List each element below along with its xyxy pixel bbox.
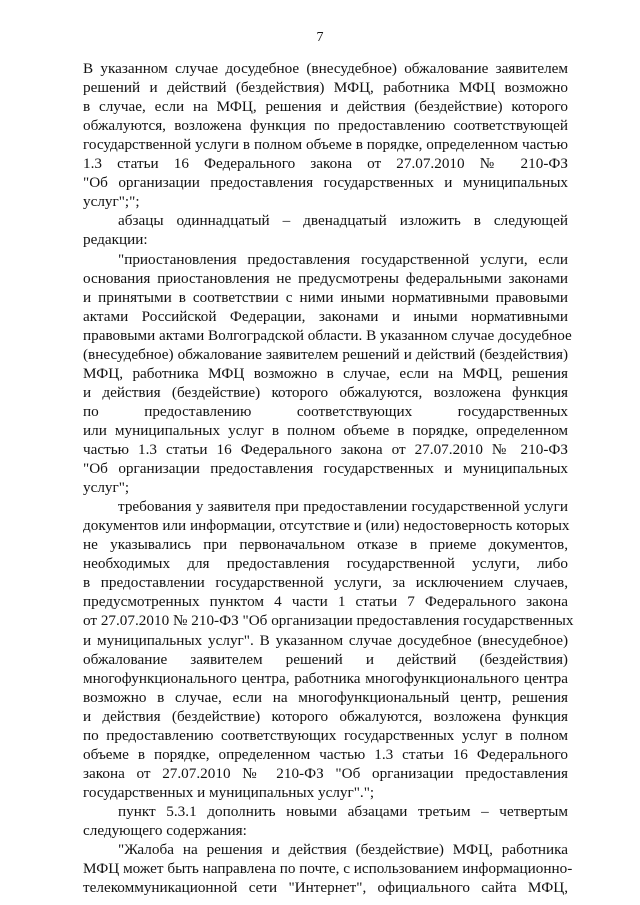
text-line: многофункционального центра, работника многофункционального центра [83,669,568,687]
text-line: в случае, если на МФЦ, решения и действия (бездействие) которого [83,98,568,116]
text-line: 1.3 статьи 16 Федерального закона от 27.07.2010 № 210-ФЗ [83,155,568,173]
text-line: государственных и муниципальных услуг"."; [83,783,375,801]
text-line: обжалование заявителем решений и действий (бездействия) [83,650,568,668]
text-line: услуг"; [83,479,130,497]
paragraph-5 [83,802,568,840]
text-line: объеме в порядке, определенном частью 1.3 статьи 16 Федерального [83,745,568,763]
text-line: документов или информации, отсутствие и (или) недостоверность которых [83,517,570,535]
text-line: закона от 27.07.2010 № 210-ФЗ "Об организации предоставления [83,764,568,782]
text-line: телекоммуникационной сети "Интернет", официального сайта МФЦ, [83,879,568,897]
text-line: в предоставлении государственной услуги, за исключением случаев, [83,574,568,592]
text-line: правовыми актами Волгоградской области. В указанном случае досудебное [83,326,572,344]
text-line: редакции: [83,231,148,249]
paragraph-1 [83,59,568,211]
text-line: и действия (бездействие) которого обжалуются, возложена функция [83,707,568,725]
text-line: и действия (бездействие) которого обжалуются, возложена функция [83,383,568,401]
paragraph-4 [83,497,574,802]
text-line: "приостановления предоставления государственной услуги, если [118,250,568,268]
text-line: возможно в случае, если на многофункциональный центр, решения [83,688,568,706]
text-line: частью 1.3 статьи 16 Федерального закона от 27.07.2010 № 210-ФЗ [83,440,568,458]
text-line: основания приостановления не предусмотрены федеральными законами [83,269,568,287]
text-line: актами Российской Федерации, законами и иными нормативными [83,307,568,325]
text-line: МФЦ, работника МФЦ возможно в случае, если на МФЦ, решения [83,364,568,382]
text-line: "Жалоба на решения и действия (бездействие) МФЦ, работника [118,841,568,859]
text-line: услуг";"; [83,193,140,211]
paragraph-2 [83,211,568,249]
text-line: необходимых для предоставления государственной услуги, либо [83,555,568,573]
text-line: и муниципальных услуг". В указанном случае досудебное (внесудебное) [83,631,568,649]
text-line: по предоставлению соответствующих государственных [83,402,568,420]
text-line: следующего содержания: [83,822,247,840]
text-line: обжалуются, возложена функция по предоставлению соответствующей [83,117,568,135]
text-line: требования у заявителя при предоставлении государственной услуги [118,498,568,516]
text-line: абзацы одиннадцатый – двенадцатый изложить в следующей [118,212,568,230]
text-line: государственной услуги в полном объеме в порядке, определенном частью [83,136,568,154]
text-line: или муниципальных услуг в полном объеме в порядке, определенном [83,421,568,439]
text-line: В указанном случае досудебное (внесудебное) обжалование заявителем [83,60,568,77]
text-line: (внесудебное) обжалование заявителем решений и действий (бездействия) [83,345,568,363]
paragraph-3 [83,250,572,498]
text-line: "Об организации предоставления государственных и муниципальных [83,174,568,192]
text-line: не указывались при первоначальном отказе в приеме документов, [83,536,568,554]
text-line: и принятыми в соответствии с ними иными нормативными правовыми [83,288,568,306]
page-number: 7 [316,30,324,45]
text-line: решений и действий (бездействия) МФЦ, работника МФЦ возможно [83,79,568,97]
text-line: "Об организации предоставления государственных и муниципальных [83,460,568,478]
text-line: пункт 5.3.1 дополнить новыми абзацами третьим – четвертым [118,803,568,820]
text-line: по предоставлению соответствующих государственных услуг в полном [83,726,568,744]
paragraph-6 [83,840,573,897]
text-line: предусмотренных пунктом 4 части 1 статьи 7 Федерального закона [83,593,568,611]
text-line: МФЦ может быть направлена по почте, с использованием информационно- [83,860,573,878]
text-line: от 27.07.2010 № 210-ФЗ "Об организации предоставления государственных [83,612,574,630]
